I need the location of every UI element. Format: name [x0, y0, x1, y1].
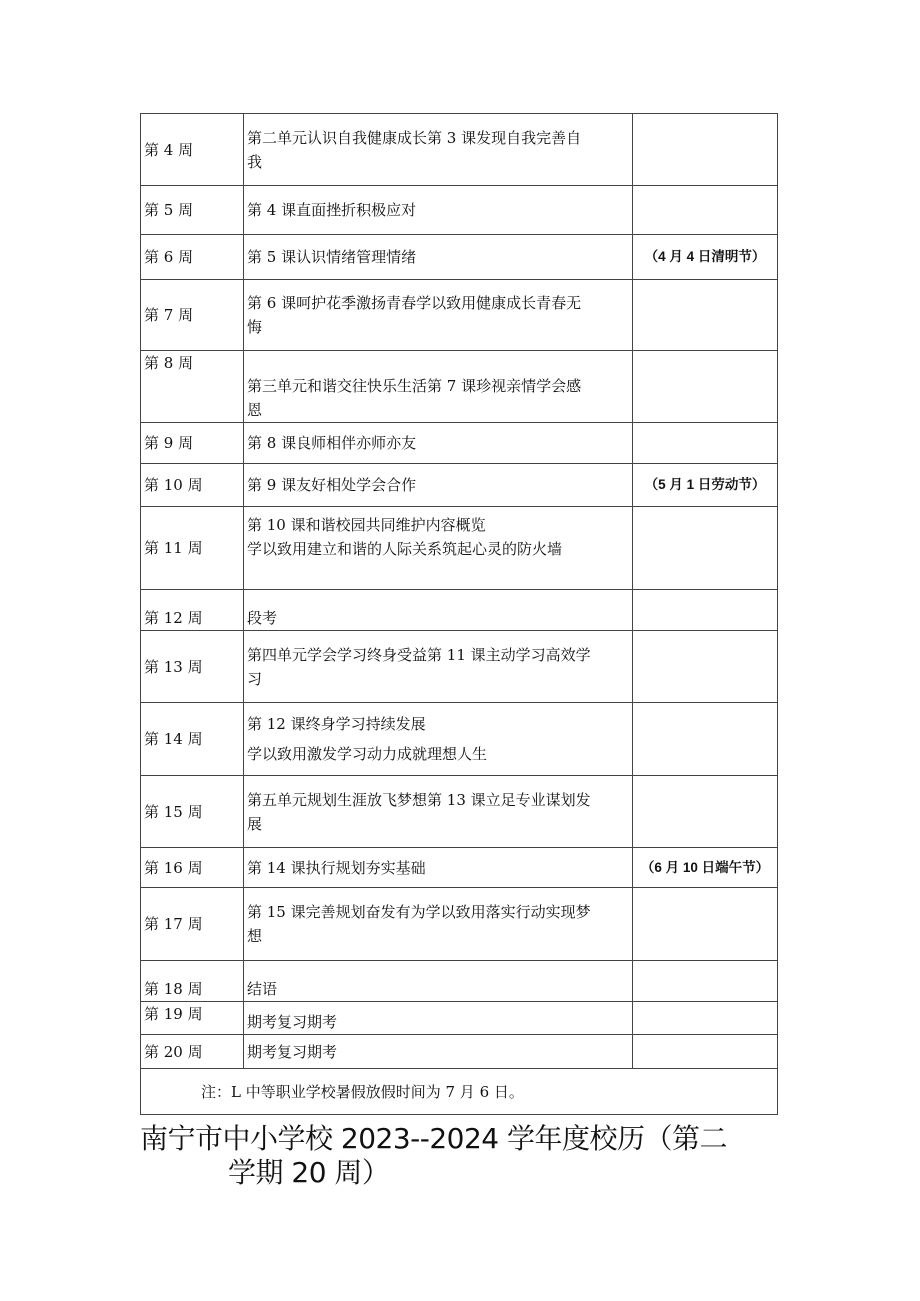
- content-cell: 第 8 课良师相伴亦师亦友: [244, 423, 633, 464]
- week-cell: 第 9 周: [141, 423, 244, 464]
- content-line: 第五单元规划生涯放飞梦想第 13 课立足专业谋划发: [247, 790, 591, 809]
- content-line: 学以致用建立和谐的人际关系筑起心灵的防火墙: [247, 540, 563, 558]
- content-line: 习: [247, 669, 263, 688]
- content-cell: 第 4 课直面挫折积极应对: [244, 186, 633, 235]
- content-line: 第 12 课终身学习持续发展: [247, 715, 426, 733]
- content-line: 第三单元和谐交往快乐生活第 7 课珍视亲情学会感: [247, 377, 582, 395]
- content-cell: [244, 507, 633, 590]
- holiday-cell: [633, 186, 778, 235]
- table-row: [141, 888, 778, 961]
- content-line: 展: [247, 814, 263, 833]
- holiday-cell: [633, 507, 778, 590]
- content-cell: 第 9 课友好相处学会合作: [244, 464, 633, 507]
- content-line: 第 6 课呵护花季激扬青春学以致用健康成长青春无: [247, 294, 582, 312]
- holiday-cell: [633, 631, 778, 703]
- content-line: 第 15 课完善规划奋发有为学以致用落实行动实现梦: [247, 903, 591, 921]
- table-row: [141, 351, 778, 423]
- content-line: 我: [247, 152, 263, 171]
- holiday-cell: [633, 423, 778, 464]
- table-row: [141, 1069, 778, 1115]
- table-row: [141, 848, 778, 888]
- week-cell: 第 19 周: [141, 1002, 244, 1035]
- table-row: [141, 114, 778, 186]
- table-row: [141, 631, 778, 703]
- week-cell: 第 20 周: [141, 1035, 244, 1069]
- holiday-cell: [633, 961, 778, 1002]
- content-cell: [244, 703, 633, 776]
- week-cell: 第 4 周: [141, 114, 244, 186]
- content-cell: 期考复习期考: [244, 1002, 633, 1035]
- table-row: [141, 961, 778, 1002]
- holiday-cell: [633, 1002, 778, 1035]
- table-row: [141, 235, 778, 280]
- week-cell: 第 18 周: [141, 961, 244, 1002]
- content-cell: 期考复习期考: [244, 1035, 633, 1069]
- table-row: [141, 776, 778, 848]
- holiday-cell: [633, 590, 778, 631]
- table-row: [141, 280, 778, 351]
- week-cell: 第 13 周: [141, 631, 244, 703]
- content-line: 第 10 课和谐校园共同维护内容概览: [247, 516, 486, 534]
- week-cell: 第 7 周: [141, 280, 244, 351]
- table-row: [141, 186, 778, 235]
- table-row: [141, 590, 778, 631]
- page-title: [140, 1122, 780, 1190]
- holiday-cell: （6 月 10 日端午节）: [633, 848, 778, 888]
- holiday-cell: [633, 1035, 778, 1069]
- content-line: 悔: [247, 318, 263, 336]
- holiday-cell: [633, 776, 778, 848]
- content-cell: [244, 888, 633, 961]
- content-cell: [244, 776, 633, 848]
- content-cell: 第 5 课认识情绪管理情绪: [244, 235, 633, 280]
- week-cell: 第 8 周: [141, 351, 244, 423]
- content-cell: 结语: [244, 961, 633, 1002]
- table-row: [141, 1002, 778, 1035]
- holiday-cell: [633, 280, 778, 351]
- holiday-cell: [633, 888, 778, 961]
- footnote: 注：L 中等职业学校暑假放假时间为 7 月 6 日。: [141, 1069, 778, 1115]
- title-line-1: 南宁市中小学校 2023--2024 学年度校历（第二: [140, 1122, 728, 1155]
- holiday-cell: （4 月 4 日清明节）: [633, 235, 778, 280]
- week-cell: 第 12 周: [141, 590, 244, 631]
- week-cell: 第 6 周: [141, 235, 244, 280]
- content-cell: 段考: [244, 590, 633, 631]
- content-line: 想: [247, 927, 263, 945]
- week-cell: 第 10 周: [141, 464, 244, 507]
- week-cell: 第 16 周: [141, 848, 244, 888]
- week-cell: 第 15 周: [141, 776, 244, 848]
- content-line: 恩: [247, 401, 263, 419]
- content-cell: [244, 280, 633, 351]
- content-cell: [244, 114, 633, 186]
- title-line-2: 学期 20 周）: [228, 1156, 390, 1189]
- week-cell: 第 5 周: [141, 186, 244, 235]
- table-row: [141, 1035, 778, 1069]
- table-row: [141, 507, 778, 590]
- content-cell: 第 14 课执行规划夯实基础: [244, 848, 633, 888]
- content-line: 第四单元学会学习终身受益第 11 课主动学习高效学: [247, 645, 591, 664]
- table-row: [141, 703, 778, 776]
- holiday-cell: [633, 703, 778, 776]
- week-cell: 第 17 周: [141, 888, 244, 961]
- holiday-cell: [633, 351, 778, 423]
- content-cell: [244, 351, 633, 423]
- content-line: 第二单元认识自我健康成长第 3 课发现自我完善自: [247, 128, 582, 147]
- content-cell: [244, 631, 633, 703]
- holiday-cell: [633, 114, 778, 186]
- week-cell: 第 14 周: [141, 703, 244, 776]
- table-row: [141, 423, 778, 464]
- content-line: 学以致用激发学习动力成就理想人生: [247, 745, 488, 763]
- holiday-cell: （5 月 1 日劳动节）: [633, 464, 778, 507]
- table-row: [141, 464, 778, 507]
- week-cell: 第 11 周: [141, 507, 244, 590]
- schedule-table: [140, 113, 778, 1115]
